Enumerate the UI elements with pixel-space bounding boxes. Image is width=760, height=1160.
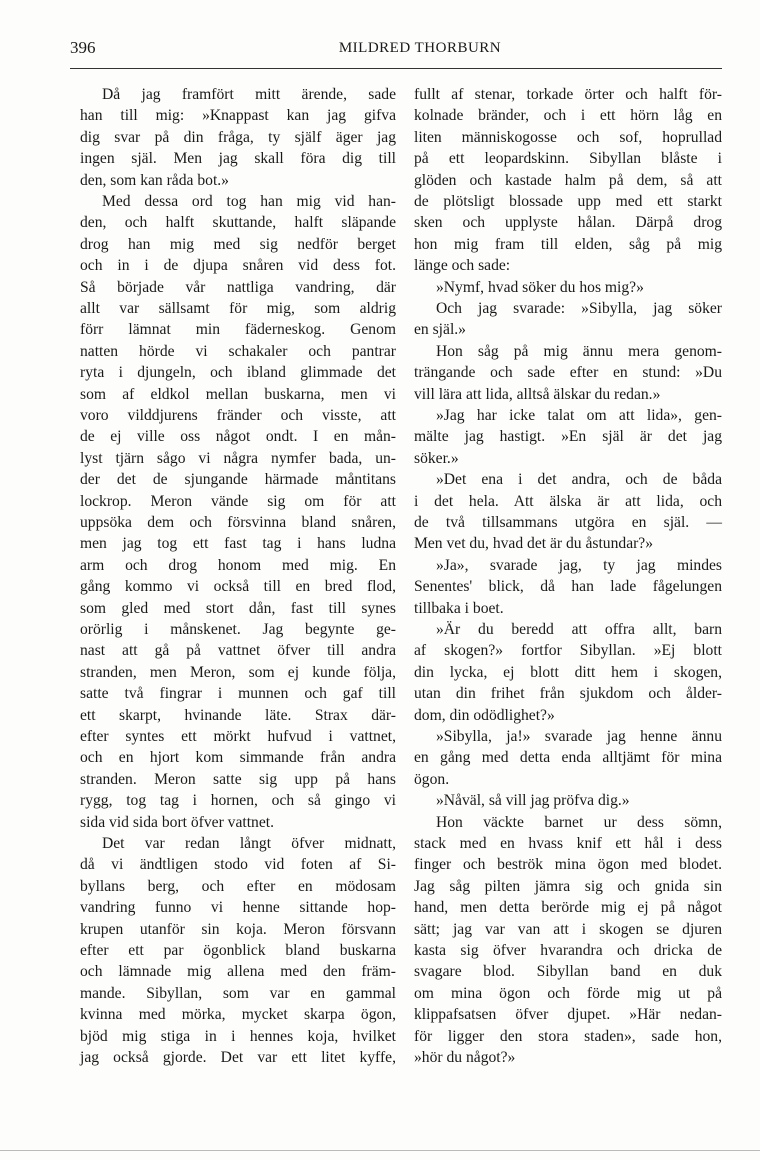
text-line: Och jag svarade: »Sibylla, jag söker bbox=[436, 300, 722, 317]
text-line: kolnade bränder, och i ett hörn låg en bbox=[414, 107, 722, 125]
text-line: kvinna med mörka, mycket skarpa ögon, bbox=[80, 1006, 396, 1024]
text-line: kasta sig öfver hvarandra och dricka de bbox=[414, 942, 722, 959]
text-line: jag också gjorde. Det var ett litet kyffe, bbox=[80, 1049, 396, 1066]
text-line: utan din frihet från sjukdom och ålder- bbox=[414, 685, 722, 703]
text-line: finger och beströk mina ögon med blodet. bbox=[414, 856, 722, 874]
text-line: Så började vår nattliga vandring, där bbox=[80, 278, 396, 296]
text-line: efter ett par ögonblick bland buskarna bbox=[80, 942, 396, 959]
text-line: gång kommo vi också till en bred flod, bbox=[80, 578, 396, 596]
page-number: 396 bbox=[70, 38, 96, 57]
text-line: orörlig i månskenet. Jag begynte ge- bbox=[80, 621, 396, 638]
text-line: hon mig fram till elden, såg på mig bbox=[414, 235, 722, 253]
text-line: länge och sade: bbox=[414, 257, 511, 275]
text-line: byllans berg, och efter en mödosam bbox=[80, 877, 396, 895]
text-line: då vi ändtligen stodo vid foten af Si- bbox=[80, 856, 396, 874]
text-line: ryta i djungeln, och ibland glimmade det bbox=[80, 364, 396, 382]
text-line: efter syntes ett mörkt hufvud i vattnet, bbox=[80, 728, 396, 745]
text-line: liten människogosse och sof, hoprullad bbox=[414, 128, 722, 146]
text-line: din lycka, ej blott ditt hem i skogen, bbox=[414, 663, 722, 681]
text-line: sida vid sida bort öfver vattnet. bbox=[80, 813, 275, 831]
text-line: voro vilddjurens fränder och visste, att bbox=[80, 407, 396, 424]
text-line: den, och halft skuttande, halft släpande bbox=[80, 214, 396, 232]
text-line: vandring funno vi henne sittande hop- bbox=[80, 899, 396, 917]
text-line: sken och upplyste hålan. Därpå drog bbox=[414, 214, 722, 232]
text-line: allt var sällsamt för mig, som aldrig bbox=[80, 300, 396, 317]
text-line: förr lämnat min fäderneskog. Genom bbox=[80, 321, 396, 339]
text-line: »Nymf, hvad söker du hos mig?» bbox=[436, 278, 644, 296]
text-line: Hon såg på mig ännu mera genom- bbox=[436, 342, 722, 360]
text-line: mälte jag hastigt. »En själ är det jag bbox=[414, 428, 722, 446]
text-line: mande. Sibyllan, som var en gammal bbox=[80, 984, 396, 1002]
text-line: söker.» bbox=[414, 449, 459, 467]
text-line: »Nåväl, så vill jag pröfva dig.» bbox=[436, 792, 630, 810]
text-line: dig svar på din fråga, ty själf äger jag bbox=[80, 128, 396, 146]
text-line: och lämnade mig allena med den främ- bbox=[80, 963, 396, 981]
text-line: »Det ena i det andra, och de båda bbox=[436, 471, 722, 489]
text-line: och in i de djupa snåren vid dess fot. bbox=[80, 257, 396, 275]
text-line: fullt af stenar, torkade örter och halft för- bbox=[414, 86, 722, 103]
header-rule bbox=[70, 68, 722, 69]
text-line: de ej ville oss något ondt. I en mån- bbox=[80, 428, 396, 446]
text-line: »Är du beredd att offra allt, barn bbox=[436, 621, 722, 638]
text-line: de plötsligt blossade upp med ett starkt bbox=[414, 193, 722, 210]
text-line: glöden och kastade halm på dem, så att bbox=[414, 171, 722, 189]
text-line: ingen själ. Men jag skall föra dig till bbox=[80, 150, 396, 168]
text-line: dom, din odödlighet?» bbox=[414, 706, 555, 724]
running-title: MILDRED THORBURN bbox=[338, 40, 502, 56]
text-line: »Sibylla, ja!» svarade jag henne ännu bbox=[436, 728, 722, 745]
text-line: han till mig: »Knappast kan jag gifva bbox=[80, 107, 396, 125]
text-line: om mina ögon och förde mig ut på bbox=[414, 984, 722, 1002]
text-line: vill lära att lida, alltså älskar du redan.» bbox=[414, 385, 661, 403]
text-line: Jag såg pilten jämra sig och gnida sin bbox=[414, 877, 722, 895]
text-line: trängande och sade efter en stund: »Du bbox=[414, 364, 722, 382]
text-line: som gled med stort dån, fast till synes bbox=[80, 599, 396, 617]
text-line: nast att gå på vattnet öfver till andra bbox=[80, 642, 396, 660]
text-line: rygg, tog tag i hornen, och så gingo vi bbox=[80, 792, 396, 810]
text-line: »Jag har icke talat om att lida», gen- bbox=[436, 407, 722, 424]
text-line: Med dessa ord tog han mig vid han- bbox=[102, 193, 396, 210]
text-line: som af eldkol mellan buskarna, men vi bbox=[80, 385, 396, 403]
text-line: klippafsatsen öfver djupet. »Här nedan- bbox=[414, 1006, 722, 1024]
text-line: bjöd mig stiga in i hennes koja, hvilket bbox=[80, 1027, 396, 1045]
text-line: de två tillsammans utgöra en själ. — bbox=[414, 514, 722, 531]
text-line: tillbaka i boet. bbox=[414, 599, 504, 617]
text-line: Men vet du, hvad det är du åstundar?» bbox=[414, 535, 654, 553]
text-line: stranden. Meron satte sig upp på hans bbox=[80, 770, 396, 788]
text-line: Senentes' blick, då han lade fågelungen bbox=[414, 578, 722, 596]
text-line: på ett leopardskinn. Sibyllan blåste i bbox=[414, 150, 722, 168]
text-line: i det hela. Att älska är att lida, och bbox=[414, 492, 722, 510]
text-line: satte två fingrar i munnen och gaf till bbox=[80, 685, 396, 703]
text-line: »hör du något?» bbox=[414, 1049, 516, 1066]
text-line: stack med en hvass knif ett hål i dess bbox=[414, 835, 722, 852]
text-line: Då jag framfört mitt ärende, sade bbox=[102, 86, 396, 103]
text-line: natten hörde vi schakaler och pantrar bbox=[80, 342, 396, 360]
text-line: en själ.» bbox=[414, 321, 466, 339]
text-line: för ligger den stora staden», sade hon, bbox=[414, 1027, 722, 1045]
text-line: stranden, men Meron, som ej kunde följa, bbox=[80, 663, 396, 681]
text-line: drog han mig med sig nedför berget bbox=[80, 235, 396, 253]
text-line: uppsöka dem och försvinna bland snåren, bbox=[80, 514, 396, 531]
text-line: lockrop. Meron vände sig om för att bbox=[80, 492, 396, 510]
text-line: svagare blod. Sibyllan band en duk bbox=[414, 963, 722, 981]
text-line: af skogen?» fortfor Sibyllan. »Ej blott bbox=[414, 642, 722, 660]
text-line: arm och drog honom med mig. En bbox=[80, 556, 396, 574]
text-line: lyst tjärn sågo vi några nymfer bada, un- bbox=[80, 449, 396, 467]
text-line: ett skarpt, hvinande läte. Strax där- bbox=[80, 706, 396, 724]
text-line: Hon väckte barnet ur dess sömn, bbox=[436, 813, 722, 831]
text-line: ögon. bbox=[414, 770, 450, 788]
text-line: hand, men detta berörde mig ej på något bbox=[414, 899, 722, 917]
text-line: den, som kan råda bot.» bbox=[80, 171, 229, 189]
text-line: krupen utanför sin koja. Meron försvann bbox=[80, 920, 396, 938]
text-line: Det var redan långt öfver midnatt, bbox=[102, 835, 396, 852]
scan-edge-line bbox=[0, 1150, 760, 1151]
text-line: »Ja», svarade jag, ty jag mindes bbox=[436, 556, 722, 574]
text-line: der det de sjungande härmade måntitans bbox=[80, 471, 396, 489]
text-line: men jag tog ett fast tag i hans ludna bbox=[80, 535, 396, 553]
text-line: en gång med detta enda alltjämt för mina bbox=[414, 749, 722, 767]
text-line: sätt; jag var van att i skogen se djuren bbox=[414, 920, 722, 938]
text-line: och en hjort kom simmande från andra bbox=[80, 749, 396, 767]
